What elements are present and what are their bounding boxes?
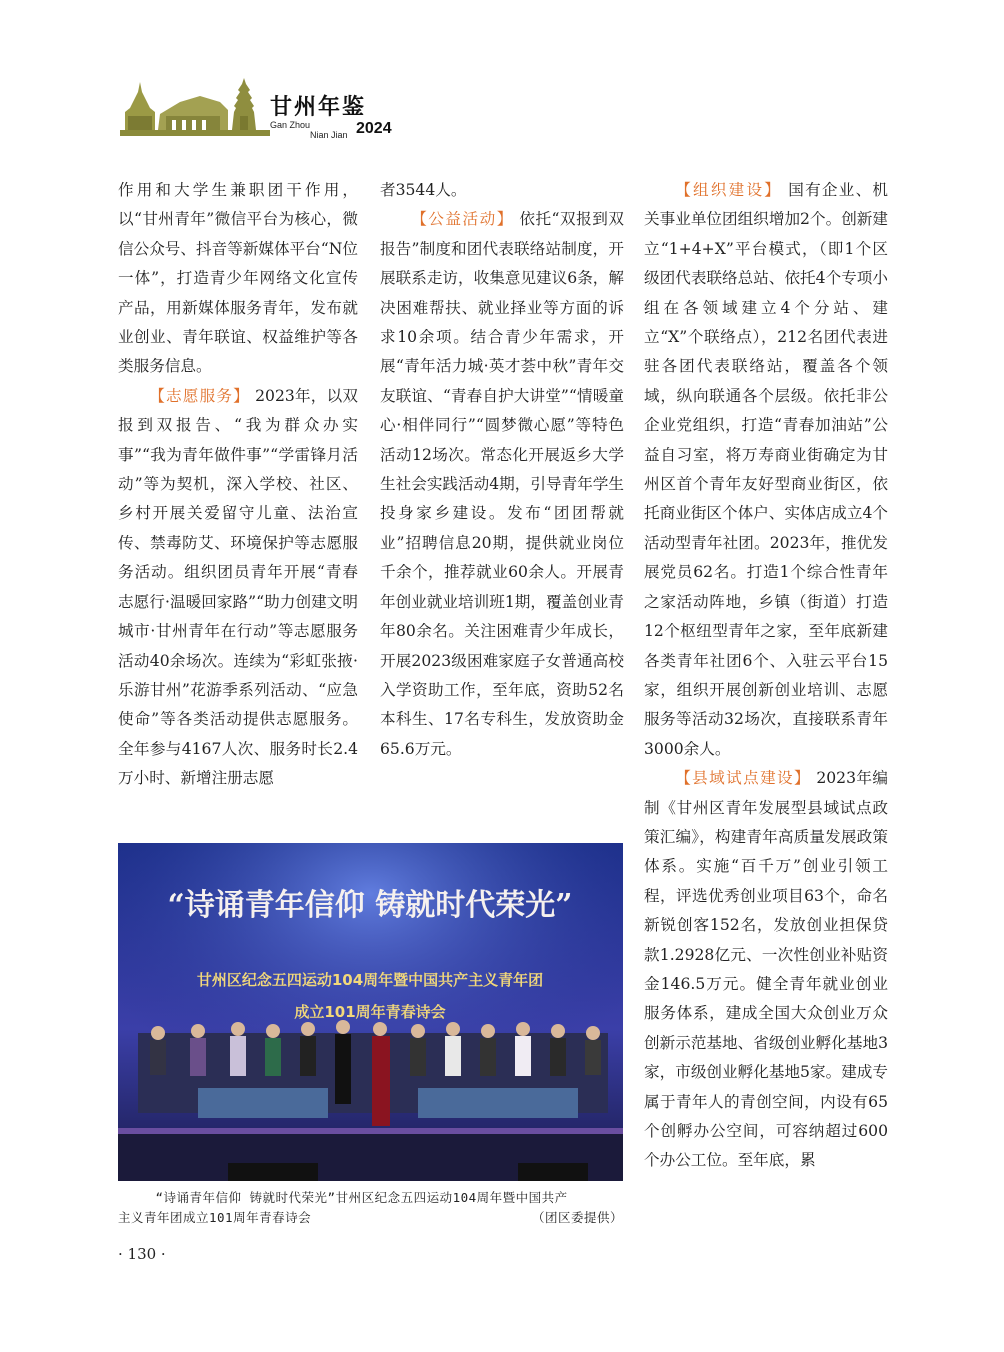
paragraph: 作用和大学生兼职团干作用，以“甘州青年”微信平台为核心，微信公众号、抖音等新媒体平台“N位一体”，打造青少年网络文化宣传产品，用新媒体服务青年，发布就业创业、青年联谊、权益维护等各类服务信息。 xyxy=(118,181,358,376)
photo-caption xyxy=(118,1188,623,1228)
text-column-3 xyxy=(644,176,888,1176)
page-header xyxy=(120,72,420,142)
landmark-logo-icon xyxy=(120,72,270,140)
banner-line-2: 甘州区纪念五四运动104周年暨中国共产主义青年团 xyxy=(196,971,544,989)
paragraph-welfare xyxy=(380,205,624,764)
section-heading-org: 【组织建设】 xyxy=(675,181,783,199)
yearbook-year: 2024 xyxy=(356,120,392,137)
section-heading-welfare: 【公益活动】 xyxy=(411,210,514,229)
text-column-2 xyxy=(380,176,624,764)
banner-line-3: 成立101周年青春诗会 xyxy=(294,1003,446,1021)
caption-line-2: 主义青年团成立101周年青春诗会 xyxy=(118,1210,312,1225)
text-column-1 xyxy=(118,176,358,794)
yearbook-en-line2: Nian Jian xyxy=(310,130,348,140)
paragraph-text: 2023年，以双报到双报告、“我为群众办实事”“我为青年做件事”“学雷锋月活动”等为契机，深入学校、社区、乡村开展关爱留守儿童、法治宣传、禁毒防艾、环境保护等志愿服务活动。组织团员青年开展“青春志愿行·温暖回家路”“助力创建文明城市·甘州青年在行动”等志愿服务活动40余场次。连续为“彩虹张掖·乐游甘州”花游季系列活动、“应急使命”等各类活动提供志愿服务。全年参与4167人次、服务时长2.4万小时、新增注册志愿 xyxy=(118,386,358,788)
section-heading-county: 【县域试点建设】 xyxy=(675,769,811,788)
section-heading-volunteer: 【志愿服务】 xyxy=(149,386,250,405)
caption-line-1: “诗诵青年信仰 铸就时代荣光”甘州区纪念五四运动104周年暨中国共产 xyxy=(155,1190,568,1205)
yearbook-title: 甘州年鉴 xyxy=(270,94,367,120)
yearbook-en-line1: Gan Zhou xyxy=(270,120,311,130)
page-number: · 130 · xyxy=(118,1245,166,1263)
paragraph-county xyxy=(644,764,888,1176)
paragraph: 者3544人。 xyxy=(380,181,467,199)
paragraph-text: 2023年编制《甘州区青年发展型县域试点政策汇编》，构建青年高质量发展政策体系。实施“百千万”创业引领工程，评选优秀创业项目63个，命名新锐创客152名，发放创业担保贷款1.2928亿元、一次性创业补贴资金146.5万元。健全青年就业创业服务体系，建成全国大众创业万众创新示范基地、省级创业孵化基地3家，市级创业孵化基地5家。建成专属于青年人的青创空间，内设有65个创孵办公空间，可容纳超过600个办公工位。至年底，累 xyxy=(644,769,888,1170)
paragraph-volunteer xyxy=(118,382,358,794)
paragraph-text: 国有企业、机关事业单位团组织增加2个。创新建立“1+4+X”平台模式，（即1个区级团代表联络总站、依托4个专项小组在各领域建立4个分站、建立“X”个联络点），212名团代表进驻各团代表联络站，覆盖各个领域，纵向联通各个层级。依托非公企业党组织，打造“青春加油站”公益自习室，将万寿商业街确定为甘州区首个青年友好型商业街区，依托商业街区个体户、实体店成立4个活动型青年社团。2023年，推优发展党员62名。打造1个综合性青年之家活动阵地，乡镇（街道）打造12个枢纽型青年之家，至年底新建各类青年社团6个、入驻云平台15家，组织开展创新创业培训、志愿服务等活动32场次，直接联系青年3000余人。 xyxy=(644,181,888,758)
event-photo xyxy=(118,843,623,1181)
banner-line-1: “诗诵青年信仰 铸就时代荣光” xyxy=(167,888,573,923)
paragraph-org xyxy=(644,176,888,764)
caption-credit: （团区委提供） xyxy=(531,1210,623,1225)
paragraph-text: 依托“双报到双报告”制度和团代表联络站制度，开展联系走访，收集意见建议6条，解决困难帮扶、就业择业等方面的诉求10余项。结合青少年需求，开展“青年活力城·英才荟中秋”青年交友联谊、“青春自护大讲堂”“情暖童心·相伴同行”“圆梦微心愿”等特色活动12场次。常态化开展返乡大学生社会实践活动4期，引导青年学生投身家乡建设。发布“团团帮就业”招聘信息20期，提供就业岗位千余个，推荐就业60余人。开展青年创业就业培训班1期，覆盖创业青年80余名。关注困难青少年成长，开展2023级困难家庭子女普通高校入学资助工作，至年底，资助52名本科生、17名专科生，发放资助金65.6万元。 xyxy=(380,210,624,758)
